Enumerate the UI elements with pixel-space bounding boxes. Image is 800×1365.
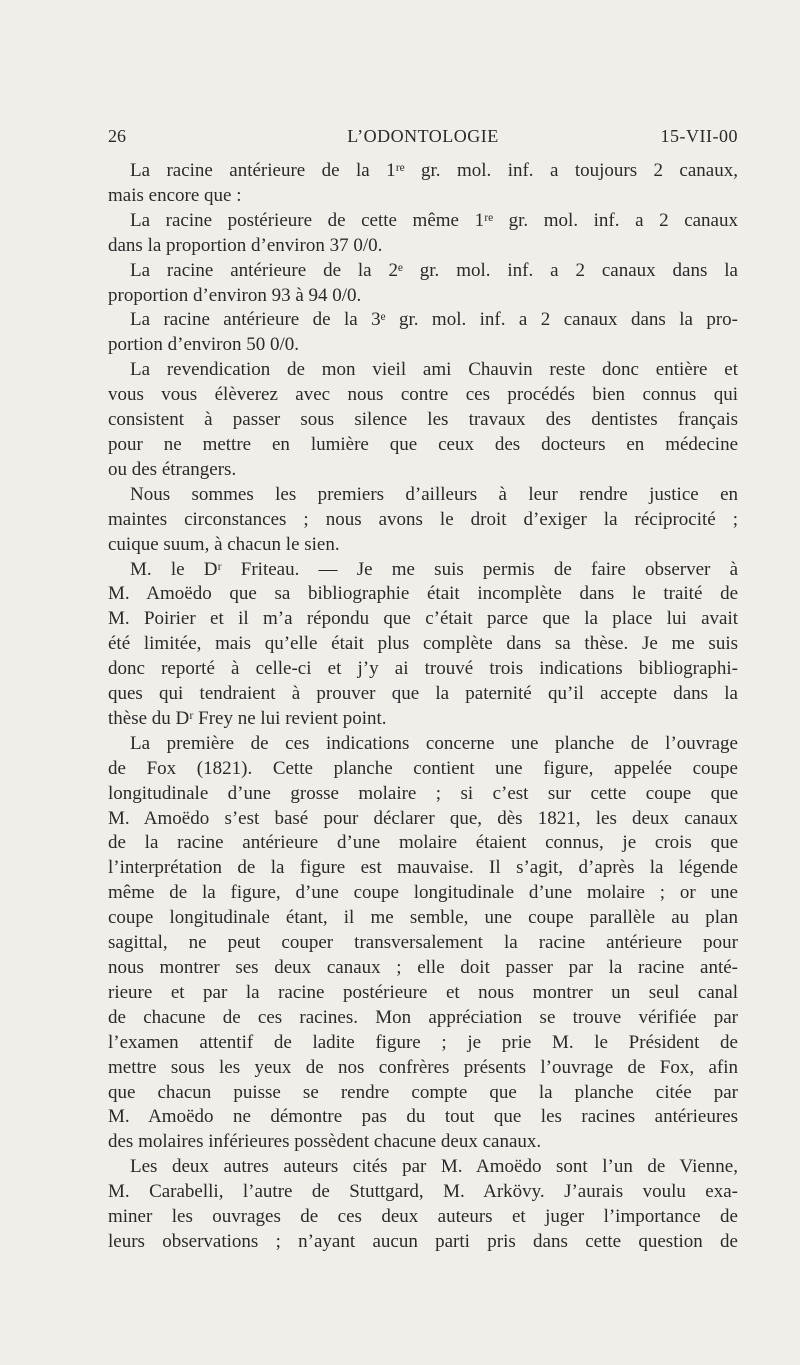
text-line: La racine antérieure de la 1ʳᵉ gr. mol. inf. a toujours 2 canaux, <box>130 160 738 181</box>
text-line: La racine antérieure de la 2ᵉ gr. mol. inf. a 2 canaux dans la <box>130 259 738 281</box>
text-line: La racine antérieure de la 3ᵉ gr. mol. inf. a 2 canaux dans la pro- <box>130 309 738 331</box>
text-line: vous vous élèverez avec nous contre ces procédés bien connus qui <box>108 384 738 406</box>
text-line: mettre sous les yeux de nos confrères présents l’ouvrage de Fox, afin <box>108 1056 738 1078</box>
text-line: thèse du Dʳ Frey ne lui revient point. <box>108 707 387 729</box>
text-line: maintes circonstances ; nous avons le droit d’exiger la réciprocité ; <box>108 508 738 530</box>
text-line: La racine postérieure de cette même 1ʳᵉ gr. mol. inf. a 2 canaux <box>130 209 738 231</box>
text-line: sagittal, ne peut couper transversalement la racine antérieure pour <box>108 932 738 954</box>
text-line: ou des étrangers. <box>108 458 237 480</box>
running-title: L’ODONTOLOGIE <box>347 126 499 146</box>
text-line: coupe longitudinale étant, il me semble, une coupe parallèle au plan <box>108 907 738 929</box>
text-line: M. Poirier et il m’a répondu que c’était parce que la place lui avait <box>108 608 738 630</box>
text-line: l’interprétation de la figure est mauvaise. Il s’agit, d’après la légende <box>108 857 738 879</box>
text-line: de la racine antérieure d’une molaire étaient connus, je crois que <box>108 832 738 854</box>
text-line: ques qui tendraient à prouver que la paternité qu’il accepte dans la <box>108 683 738 705</box>
issue-date: 15-VII-00 <box>660 126 738 146</box>
text-line: donc reporté à celle-ci et j’y ai trouvé trois indications bibliographi- <box>108 658 738 680</box>
text-line: de Fox (1821). Cette planche contient une figure, appelée coupe <box>108 757 738 779</box>
text-line: pour ne mettre en lumière que ceux des docteurs en médecine <box>108 433 738 455</box>
text-line: portion d’environ 50 0/0. <box>108 334 300 356</box>
text-line: même de la figure, d’une coupe longitudinale d’une molaire ; or une <box>108 882 738 904</box>
text-line: M. Amoëdo s’est basé pour déclarer que, dès 1821, les deux canaux <box>108 807 738 829</box>
text-line: Nous sommes les premiers d’ailleurs à leur rendre justice en <box>130 483 738 505</box>
text-line: La première de ces indications concerne une planche de l’ouvrage <box>130 732 738 754</box>
text-line: longitudinale d’une grosse molaire ; si c’est sur cette coupe que <box>108 782 738 804</box>
body-text <box>108 159 738 1255</box>
text-line: mais encore que : <box>108 184 242 206</box>
text-line: rieure et par la racine postérieure et nous montrer un seul canal <box>108 981 738 1003</box>
text-line: M. Amoëdo ne démontre pas du tout que les racines antérieures <box>108 1106 738 1128</box>
text-line: La revendication de mon vieil ami Chauvin reste donc entière et <box>130 359 738 381</box>
text-line: dans la proportion d’environ 37 0/0. <box>108 234 383 256</box>
text-line: Les deux autres auteurs cités par M. Amoëdo sont l’un de Vienne, <box>130 1156 738 1178</box>
text-line: M. Amoëdo que sa bibliographie était incomplète dans le traité de <box>108 583 738 605</box>
text-line: cuique suum, à chacun le sien. <box>108 533 340 555</box>
page-number: 26 <box>108 126 126 146</box>
text-line: M. Carabelli, l’autre de Stuttgard, M. Arkövy. J’aurais voulu exa- <box>108 1181 738 1203</box>
text-line: leurs observations ; n’ayant aucun parti pris dans cette question de <box>108 1230 738 1252</box>
text-line: de chacune de ces racines. Mon appréciation se trouve vérifiée par <box>108 1006 738 1028</box>
text-line: miner les ouvrages de ces deux auteurs et juger l’importance de <box>108 1206 738 1228</box>
text-line: M. le Dʳ Friteau. — Je me suis permis de faire observer à <box>130 558 738 580</box>
text-line: été limitée, mais qu’elle était plus complète dans sa thèse. Je me suis <box>108 633 738 655</box>
page-header <box>108 122 738 150</box>
text-line: des molaires inférieures possèdent chacune deux canaux. <box>108 1131 542 1153</box>
text-line: que chacun puisse se rendre compte que la planche citée par <box>108 1081 738 1103</box>
text-line: consistent à passer sous silence les travaux des dentistes français <box>108 409 738 431</box>
text-line: proportion d’environ 93 à 94 0/0. <box>108 284 362 306</box>
text-line: nous montrer ses deux canaux ; elle doit passer par la racine anté- <box>108 957 738 978</box>
text-line: l’examen attentif de ladite figure ; je prie M. le Président de <box>108 1031 738 1053</box>
